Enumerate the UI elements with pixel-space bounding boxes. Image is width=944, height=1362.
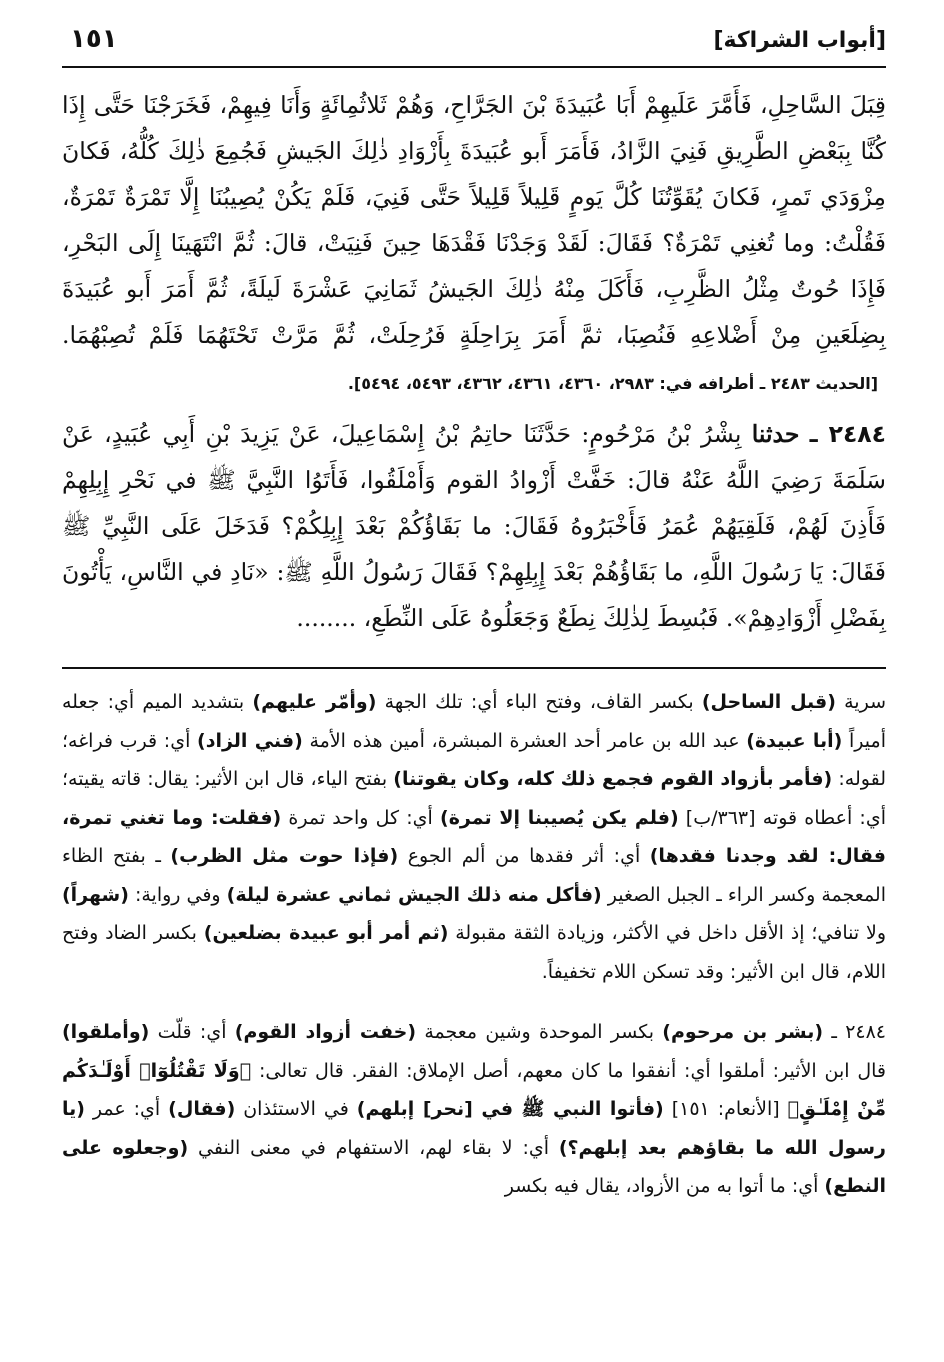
note-quote: (شهراً) [61,883,129,906]
note-text: سرية [835,691,886,713]
note-quote: (فقلت: وما تغني تمرة، فقال: لقد وجدنا فقدها) [62,806,886,867]
note-quote: (فأكل منه ذلك الجيش ثماني عشرة ليلة) [226,883,602,906]
note-text: أي: قرب فراغه؛ لقوله: [62,729,886,790]
note-text: بكسر الضاد وفتح اللام، قال ابن الأثير: وقد تسكن اللام تخفيفاً. [62,922,886,983]
commentary-paragraph-1 [62,683,886,991]
hadith-number: ٢٤٨٤ ـ [809,420,886,448]
note-text: قال ابن الأثير: أملقوا أي: أنفقوا ما كان معهم، أصل الإملاق: الفقر. قال تعالى: [251,1059,886,1082]
hadith-reference: [الحديث ٢٤٨٣ ـ أطرافه في: ٢٩٨٣، ٤٣٦٠، ٤٣٦١، ٤٣٦٢، ٥٤٩٣، ٥٤٩٤]. [347,374,878,393]
note-text: بكسر القاف، وفتح الباء أي: تلك الجهة [376,691,702,713]
note-quote: (وأمّر عليهم) [252,691,377,713]
note-quote: (فني الزاد) [197,729,303,752]
note-text: أي: ما أتوا به من الأزواد، يقال فيه بكسر [504,1175,825,1197]
note-text: أي: عمر [84,1098,169,1120]
note-quote: (بشر بن مرحوم) [662,1021,824,1043]
note-text: بكسر الموحدة وشين معجمة [416,1021,663,1043]
note-text: أي: لا بقاء لهم، الاستفهام في معنى النفي [188,1136,559,1159]
note-text: وفي رواية: [128,883,227,906]
note-quote: (فلم يكن يُصيبنا إلا تمرة) [440,806,679,829]
page-header [62,18,886,68]
note-quote: (خفت أزواد القوم) [234,1021,417,1043]
note-quote: (يا رسول الله ما بقاؤهم بعد إبلهم؟) [62,1098,886,1159]
quran-quote: ﴿وَلَا تَقْتُلُوٓا۟ أَوْلَـٰدَكُم مِّنْ إِمْلَـٰقٍ﴾ [62,1059,887,1120]
note-text: أي: كل واحد تمرة [281,806,441,829]
note-text: [الأنعام: ١٥١] [663,1098,788,1120]
note-quote: (أبا عبيدة) [746,729,843,752]
commentary [62,683,886,1206]
main-text [62,82,886,641]
note-quote: (فقال) [168,1098,236,1120]
note-quote: (قبل الساحل) [701,691,836,713]
note-quote: (وجعلوه على النطع) [62,1136,886,1197]
note-text: ـ بفتح الظاء المعجمة وكسر الراء ـ الجبل الصغير [62,845,886,906]
note-text: أي: أثر فقدها من ألم الجوع [398,845,650,867]
note-quote: (فأمر بأزواد القوم فجمع ذلك كله، وكان يقوتنا) [393,768,833,790]
commentary-paragraph-2 [62,1013,886,1206]
note-text: بتشديد الميم أي: جعله أميراً [62,691,886,752]
note-quote: (وأملقوا) [62,1021,150,1043]
note-quote: (فإذا حوت مثل الظرب) [170,845,399,867]
page-number: ١٥١ [70,24,118,54]
hadith-2484 [62,411,886,641]
book-page [62,18,886,1362]
hadith-2484-text: بِشْرُ بْنُ مَرْحُومٍ: حَدَّثَنَا حاتِمُ بْنُ إِسْمَاعِيلَ، عَنْ يَزِيدَ بْنِ أَبِي عُبَيدٍ، عَنْ سَلَمَةَ رَضِيَ اللَّهُ عَنْهُ قالَ: خَفَّتْ أَزْوادُ القوم وَأَمْلَقُوا، فَأَتَوُا النَّبِيَّ ﷺ في نَحْرِ إِبِلِهِمْ فَأَذِنَ لَهُمْ، فَلَقِيَهُمْ عُمَرُ فَأَخْبَرُوهُ فَقَالَ: ما بَقَاؤُكُمْ بَعْدَ إِبِلِكُمْ؟ فَدَخَلَ عَلَى النَّبِيِّ ﷺ فَقَالَ: يَا رَسُولَ اللَّهِ، ما بَقَاؤُهُمْ بَعْدَ إِبِلِهِمْ؟ فَقَالَ رَسُولُ اللَّهِ ﷺ: «نَادِ في النَّاسِ، يَأْتُونَ بِفَضْلِ أَزْوَادِهِمْ». فَبُسِطَ لِذٰلِكَ نِطَعٌ وَجَعَلُوهُ عَلَى النِّطَعِ، ........ [62,420,886,632]
note-text: عبد الله بن عامر أحد العشرة المبشرة، أمين هذه الأمة [302,729,747,752]
note-quote: (فأتوا النبي ﷺ في [نحر] إبلهم) [356,1098,664,1120]
note-text: ولا تنافي؛ إذ الأقل داخل في الأكثر، وزيادة الثقة مقبولة [448,922,886,944]
hadith-2483-text: قِبَلَ السَّاحِلِ، فَأَمَّرَ عَلَيهِمْ أَبَا عُبَيدَةَ بْنَ الجَرَّاحِ، وَهُمْ ثَلاثُمِائَةٍ وَأَنَا فِيهِمْ، فَخَرَجْنَا حَتَّى إِذَا كُنَّا بِبَعْضِ الطَّرِيقِ فَنِيَ الزَّادُ، فَأَمَرَ أَبو عُبَيدَةَ بِأَزْوَادِ ذٰلِكَ الجَيشِ فَجُمِعَ ذٰلِكَ كُلُّهُ، فَكانَ مِزْوَدَي تَمرٍ، فَكانَ يُقَوِّتُنَا كُلَّ يَومٍ قَلِيلاً قَلِيلاً حَتَّى فَنِيَ، فَلَمْ يَكُنْ يُصِيبُنَا إِلَّا تَمْرَةٌ تَمْرَةٌ، فَقُلْتُ: وما تُغنِي تَمْرَةٌ؟ فَقَالَ: لَقَدْ وَجَدْنَا فَقْدَهَا حِينَ فَنِيَتْ، قالَ: ثُمَّ انْتَهَينَا إِلَى البَحْرِ، فَإِذَا حُوتٌ مِثْلُ الظَّرِبِ، فَأَكَلَ مِنْهُ ذٰلِكَ الجَيشُ ثَمَانِيَ عَشْرَةَ لَيلَةً، ثُمَّ أَمَرَ أَبو عُبَيدَةَ بِضِلَعَينِ مِنْ أَضْلاعِهِ فَنُصِبَا، ثمَّ أَمَرَ بِرَاحِلَةٍ فَرُحِلَتْ، ثُمَّ مَرَّتْ تَحْتَهُمَا فَلَمْ تُصِبْهُمَا. [62,91,886,349]
note-text: بفتح الياء، قال ابن الأثير: يقال: قاته يقيته؛ أي: أعطاه قوته [٣٦٣/ب] [62,768,886,829]
chapter-title: [أبواب الشراكة] [713,28,886,53]
note-text: أي: قلّت [149,1021,235,1043]
note-quote: (ثم أمر أبو عبيدة بضلعين) [203,922,449,944]
hadith-narration-head: حدثنا [751,420,800,448]
note-number: ٢٤٨٤ ـ [823,1021,887,1043]
note-text: في الاستئذان [235,1098,357,1120]
footnote-divider [62,667,886,669]
hadith-2483-continuation [62,82,886,407]
